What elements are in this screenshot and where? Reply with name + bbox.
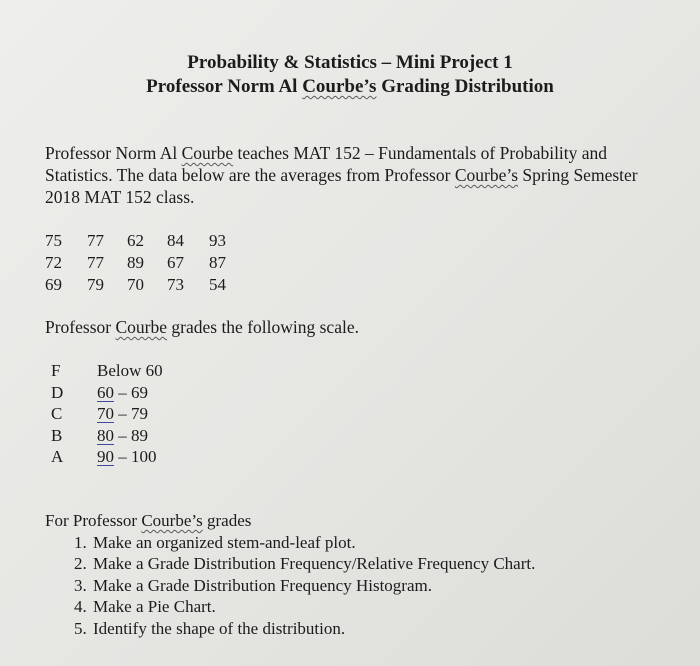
subtitle-suffix: Grading Distribution: [376, 76, 554, 97]
subtitle-name: Courbe’s: [302, 76, 377, 97]
scale-low: 70: [97, 404, 114, 423]
average-value: 77: [87, 231, 104, 250]
scale-grade: F: [51, 361, 61, 380]
intro-text-1: Professor Norm Al: [45, 143, 182, 163]
scale-grade: D: [51, 382, 64, 402]
scale-high: 100: [131, 447, 157, 466]
tasks-intro-name: Courbe’s: [141, 511, 203, 530]
title-line-1: Probability & Statistics – Mini Project 1: [187, 52, 513, 73]
task-item: 5. Identify the shape of the distribution.: [91, 618, 535, 640]
scale-high: 69: [131, 382, 148, 402]
scale-intro-suffix: grades the following scale.: [167, 317, 359, 337]
average-value: 84: [167, 231, 184, 250]
scale-intro-prefix: Professor: [45, 317, 116, 337]
scale-range: Below 60: [97, 361, 163, 380]
scale-row: [45, 360, 163, 382]
intro-paragraph: [45, 142, 675, 208]
scale-row: [45, 382, 163, 404]
average-value: 75: [45, 231, 62, 250]
scale-row: [45, 403, 163, 425]
tasks-intro-suffix: grades: [202, 511, 252, 530]
intro-name-1: Courbe: [181, 143, 234, 163]
intro-name-2: Courbe’s: [454, 165, 519, 185]
averages-row: [45, 252, 247, 274]
scale-high: 89: [131, 425, 148, 445]
average-value: 67: [167, 253, 184, 272]
task-item: 3. Make a Grade Distribution Frequency Histogram.: [91, 575, 535, 597]
scale-sep: –: [114, 382, 131, 402]
average-value: 87: [209, 253, 226, 272]
subtitle-prefix: Professor Norm Al: [146, 76, 303, 97]
tasks-list: [45, 532, 535, 640]
tasks-section: [45, 510, 535, 639]
intro-text-3: Spring Semester 2018 MAT 152 class.: [45, 165, 638, 207]
scale-range-wrap: [97, 425, 148, 447]
scale-grade: B: [51, 425, 63, 445]
average-value: 89: [127, 253, 144, 272]
scale-row: [45, 425, 163, 447]
average-value: 77: [87, 253, 104, 272]
scale-sep: –: [114, 404, 131, 423]
average-value: 79: [87, 275, 104, 294]
scale-range-wrap: [97, 403, 148, 425]
average-value: 72: [45, 253, 62, 272]
scale-intro: [45, 316, 359, 338]
scale-grade: A: [51, 447, 64, 466]
average-value: 73: [167, 275, 184, 294]
scale-grade: C: [51, 404, 63, 423]
task-item: 1. Make an organized stem-and-leaf plot.: [91, 532, 535, 554]
intro-text-2: teaches MAT 152 – Fundamentals of Probability and Statistics. The data below are the averages from Professor: [45, 143, 608, 185]
average-value: 69: [45, 275, 62, 294]
averages-row: [45, 274, 247, 296]
average-value: 54: [209, 275, 226, 294]
scale-low: 60: [97, 382, 114, 402]
average-value: 70: [127, 275, 144, 294]
scale-sep: –: [114, 425, 131, 445]
scale-range-wrap: [97, 382, 148, 404]
scale-low: 80: [97, 425, 114, 445]
average-value: 93: [209, 231, 226, 250]
scale-row: [45, 446, 163, 468]
averages-row: [45, 230, 247, 252]
scale-sep: –: [114, 447, 131, 466]
scale-low: 90: [97, 447, 114, 466]
task-item: 4. Make a Pie Chart.: [91, 596, 535, 618]
tasks-intro: [45, 510, 535, 532]
scale-intro-name: Courbe: [115, 317, 168, 337]
tasks-intro-prefix: For Professor: [45, 511, 142, 530]
page-subtitle: [0, 75, 700, 99]
page-title: [0, 51, 700, 75]
averages-table: [45, 230, 247, 296]
grading-scale: [45, 360, 163, 468]
task-item: 2. Make a Grade Distribution Frequency/Relative Frequency Chart.: [91, 553, 535, 575]
scale-range-wrap: [97, 446, 157, 468]
average-value: 62: [127, 231, 144, 250]
scale-high: 79: [131, 404, 148, 423]
